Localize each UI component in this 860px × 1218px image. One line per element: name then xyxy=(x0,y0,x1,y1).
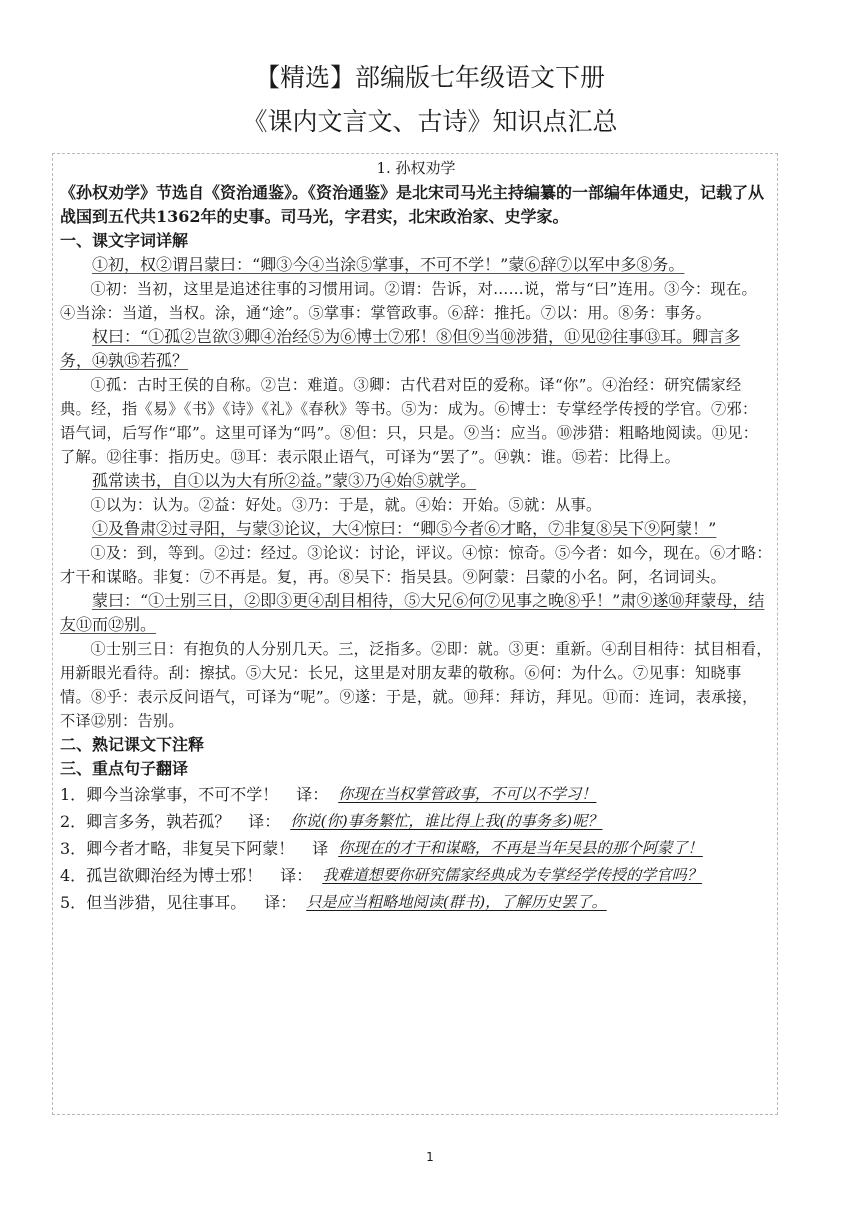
original-text-paragraph: 蒙曰：“①士别三日，②即③更④刮目相待，⑤大兄⑥何⑦见事之晚⑧乎！”肃⑨遂⑩拜蒙母，结友⑪而⑫别。 xyxy=(60,591,765,634)
source-sentence: 卿今者才略，非复吴下阿蒙！ xyxy=(86,839,295,858)
translation-label: 译： xyxy=(264,893,297,912)
original-text-paragraph: 权曰：“①孤②岂欲③卿④治经⑤为⑥博士⑦邪！⑧但⑨当⑩涉猎，⑪见⑫往事⑬耳。卿言多务，⑭孰⑮若孤？ xyxy=(60,327,741,370)
annotation-paragraph: ①士别三日：有抱负的人分别几天。三，泛指多。②即：就。③更：重新。④刮目相待：拭目相看，用新眼光看待。刮：擦拭。⑤大兄：长兄，这里是对朋友辈的敬称。⑥何：为什么。⑦见事：知晓事情。⑧乎：表示反问语气，可译为“呢”。⑨遂：于是，就。⑩拜：拜访，拜见。⑪而：连词，表承接，不译⑫别：告别。 xyxy=(60,640,772,730)
original-text-paragraph: ①初，权②谓吕蒙曰：“卿③今④当涂⑤掌事，不可不学！”蒙⑥辞⑦以军中多⑧务。 xyxy=(92,255,685,274)
page-number: 1 xyxy=(426,1150,434,1164)
translation-number: 3． xyxy=(60,839,87,858)
source-sentence: 卿今当涂掌事，不可不学！ xyxy=(86,785,279,804)
translated-sentence: 你现在的才干和谋略，不再是当年吴县的那个阿蒙了！ xyxy=(338,839,703,857)
source-sentence: 卿言多务，孰若孤？ xyxy=(86,812,231,831)
section-heading-notes: 二、熟记课文下注释 xyxy=(60,735,205,754)
translation-item xyxy=(60,862,772,889)
translation-number: 5． xyxy=(60,893,87,912)
annotation-paragraph: ①以为：认为。②益：好处。③乃：于是，就。④始：开始。⑤就：从事。 xyxy=(90,496,602,514)
translated-sentence: 你说(你)事务繁忙，谁比得上我(的事务多)呢？ xyxy=(290,812,603,830)
translation-item xyxy=(60,889,772,916)
lesson-content xyxy=(60,158,772,916)
lesson-intro: 《孙权劝学》节选自《资治通鉴》。《资治通鉴》是北宋司马光主持编纂的一部编年体通史，记载了从战国到五代共1362年的史事。司马光，字君实，北宋政治家、史学家。 xyxy=(60,183,765,226)
translation-number: 4． xyxy=(60,866,87,885)
translation-item xyxy=(60,808,772,835)
source-sentence: 孤岂欲卿治经为博士邪！ xyxy=(86,866,263,885)
translation-label: 译： xyxy=(248,812,281,831)
section-heading-vocabulary: 一、课文字词详解 xyxy=(60,231,189,250)
translation-label: 译： xyxy=(296,785,329,804)
translation-label: 译： xyxy=(280,866,313,885)
translation-number: 1． xyxy=(60,785,87,804)
annotation-paragraph: ①及：到，等到。②过：经过。③论议：讨论，评议。④惊：惊奇。⑤今者：如今，现在。⑥才略：才干和谋略。非复：⑦不再是。复，再。⑧吴下：指吴县。⑨阿蒙：吕蒙的小名。阿，名词词头。 xyxy=(60,544,772,586)
translation-number: 2． xyxy=(60,812,87,831)
original-text-paragraph: ①及鲁肃②过寻阳，与蒙③论议，大④惊曰：“卿⑤今者⑥才略，⑦非复⑧吴下⑨阿蒙！” xyxy=(92,519,717,538)
translated-sentence: 你现在当权掌管政事，不可以不学习！ xyxy=(338,785,597,803)
lesson-title: 1. 孙权劝学 xyxy=(376,159,456,177)
translation-label: 译 xyxy=(312,839,329,858)
translated-sentence: 我难道想要你研究儒家经典成为专掌经学传授的学官吗？ xyxy=(322,866,702,884)
document-title-line1: 【精选】部编版七年级语文下册 xyxy=(254,63,605,92)
section-heading-translation: 三、重点句子翻译 xyxy=(60,759,189,778)
translated-sentence: 只是应当粗略地阅读(群书)，了解历史罢了。 xyxy=(306,893,607,911)
annotation-paragraph: ①孤：古时王侯的自称。②岂：难道。③卿：古代君对臣的爱称。译“你”。④治经：研究儒家经典。经，指《易》《书》《诗》《礼》《春秋》等书。⑤为：成为。⑥博士：专掌经学传授的学官。⑦邪：语气词，后写作“耶”。这里可译为“吗”。⑧但：只，只是。⑨当：应当。⑩涉猎：粗略地阅读。⑪见：了解。⑫往事：指历史。⑬耳：表示限止语气，可译为“罢了”。⑭孰：谁。⑮若：比得上。 xyxy=(60,376,759,466)
annotation-paragraph: ①初：当初，这里是追述往事的习惯用词。②谓：告诉，对……说，常与“曰”连用。③今：现在。④当涂：当道，当权。涂，通“途”。⑤掌事：掌管政事。⑥辞：推托。⑦以：用。⑧务：事务。 xyxy=(60,280,757,322)
source-sentence: 但当涉猎，见往事耳。 xyxy=(86,893,247,912)
original-text-paragraph: 孤常读书，自①以为大有所②益。”蒙③乃④始⑤就学。 xyxy=(92,471,477,490)
document-title-line2: 《课内文言文、古诗》知识点汇总 xyxy=(242,107,618,136)
translation-item xyxy=(60,835,772,862)
translation-item xyxy=(60,781,772,808)
